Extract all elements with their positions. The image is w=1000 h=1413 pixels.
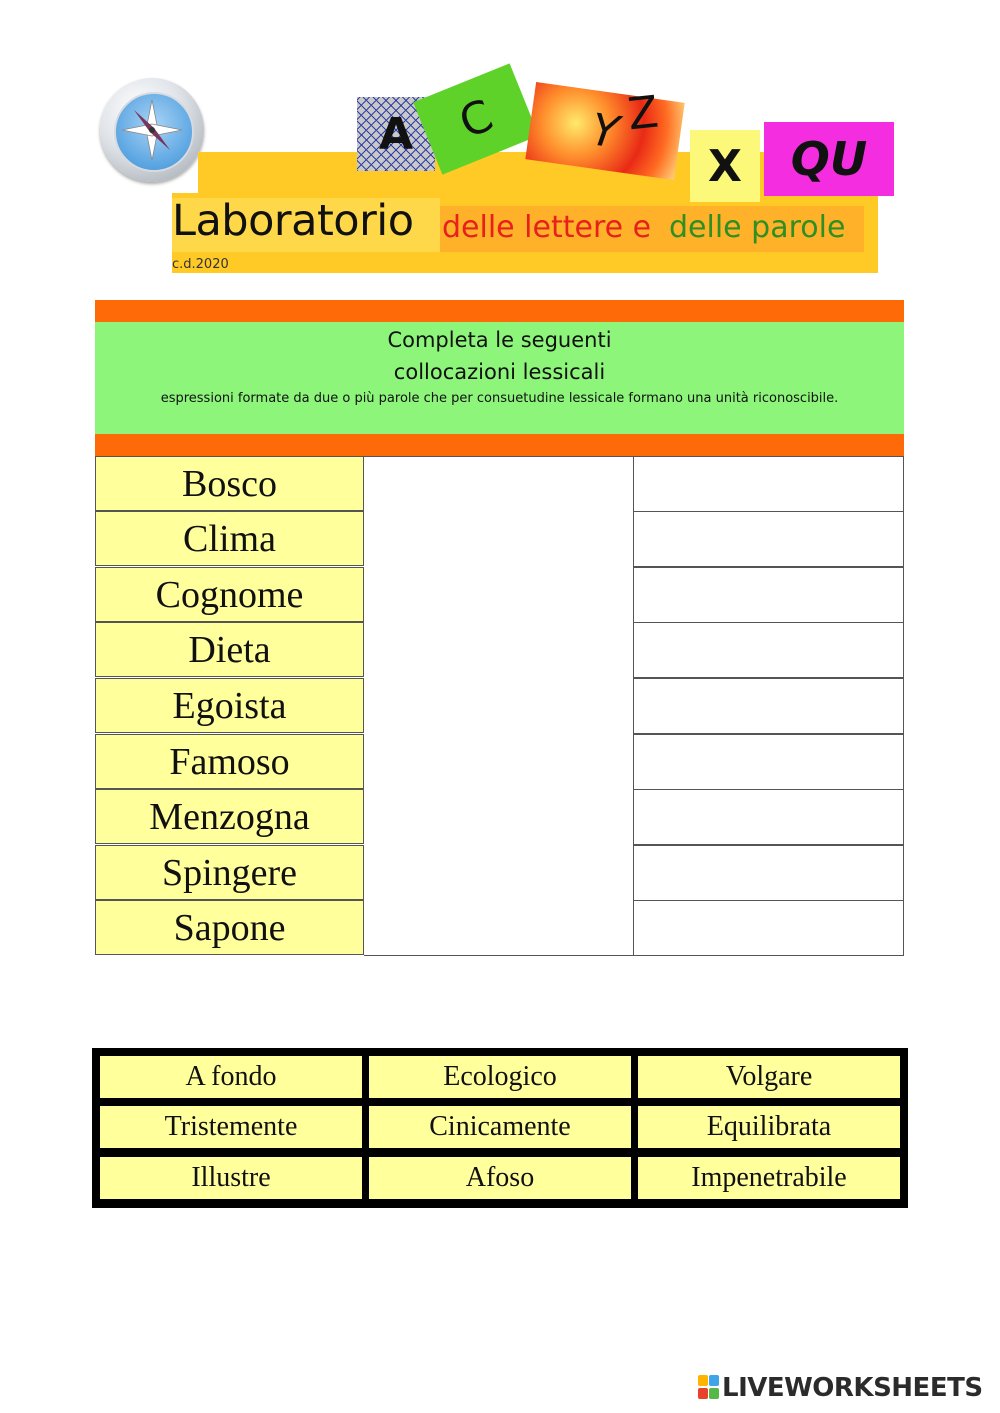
word-cell-spingere: Spingere: [95, 845, 364, 900]
matching-table: [95, 456, 904, 956]
answer-field-4[interactable]: [634, 622, 904, 678]
word-bank: [92, 1048, 908, 1208]
bank-word[interactable]: Impenetrabile: [638, 1157, 900, 1199]
word-cell-dieta: Dieta: [95, 622, 364, 677]
instruction-line-1: Completa le seguenti: [387, 328, 612, 352]
letter-tile-qu: QU: [764, 122, 894, 196]
letter-tile-y: Y: [525, 82, 684, 180]
matching-area[interactable]: [364, 456, 634, 956]
word-cell-egoista: Egoista: [95, 678, 364, 733]
bank-word[interactable]: Ecologico: [369, 1056, 631, 1098]
bank-word[interactable]: Illustre: [100, 1157, 362, 1199]
page-subtitle-letters: delle lettere e: [442, 210, 652, 245]
letter-tile-a: A: [357, 97, 435, 171]
letter-tile-x: X: [690, 130, 760, 202]
brand-name: LIVEWORKSHEETS: [722, 1373, 983, 1403]
word-cell-menzogna: Menzogna: [95, 789, 364, 844]
word-cell-bosco: Bosco: [95, 456, 364, 511]
word-cell-sapone: Sapone: [95, 900, 364, 955]
answer-field-6[interactable]: [634, 734, 904, 790]
bank-word[interactable]: Volgare: [638, 1056, 900, 1098]
bank-word[interactable]: A fondo: [100, 1056, 362, 1098]
word-cell-famoso: Famoso: [95, 734, 364, 789]
letter-tile-c: C: [413, 63, 539, 174]
answer-field-5[interactable]: [634, 678, 904, 734]
answer-field-9[interactable]: [634, 900, 904, 956]
instruction-bar-top: [95, 300, 904, 322]
compass-icon: [100, 78, 204, 182]
bank-word[interactable]: Afoso: [369, 1157, 631, 1199]
instruction-box: [95, 322, 904, 434]
answer-field-2[interactable]: [634, 511, 904, 567]
answer-field-8[interactable]: [634, 845, 904, 901]
instruction-line-2: collocazioni lessicali: [393, 360, 606, 384]
bank-word[interactable]: Cinicamente: [369, 1106, 631, 1148]
instruction-bar-bottom: [95, 434, 904, 456]
answer-field-3[interactable]: [634, 567, 904, 623]
brand-logo: [698, 1373, 983, 1403]
page-subtitle-words: delle parole: [669, 210, 846, 245]
answer-field-1[interactable]: [634, 456, 904, 512]
word-cell-clima: Clima: [95, 511, 364, 566]
word-cell-cognome: Cognome: [95, 567, 364, 622]
instruction-definition: espressioni formate da due o più parole che per consuetudine lessicale formano una unità riconoscibile.: [160, 391, 839, 406]
year-label: c.d.2020: [172, 257, 229, 272]
liveworksheets-logo-icon: [698, 1375, 720, 1401]
letter-tile-z: Z: [625, 86, 661, 141]
bank-word[interactable]: Tristemente: [100, 1106, 362, 1148]
bank-word[interactable]: Equilibrata: [638, 1106, 900, 1148]
page-title: Laboratorio: [172, 196, 414, 246]
answer-field-7[interactable]: [634, 789, 904, 845]
